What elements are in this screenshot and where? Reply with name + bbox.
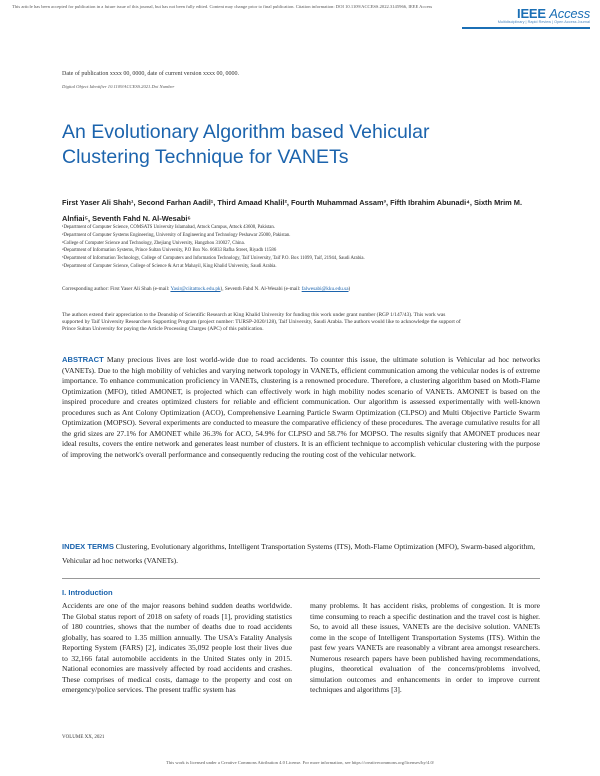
email-link-2[interactable]: falwesabi@kku.edu.sa — [301, 286, 349, 292]
affiliations — [62, 224, 542, 271]
abstract-heading: ABSTRACT — [62, 355, 104, 364]
affiliation-line: ⁴Department of Information Systems, Prince Sultan University, P.O Box No. 66833 Rafha Street, Riyadh 11586 — [62, 248, 277, 254]
section-heading: I. Introduction — [62, 588, 113, 597]
doi-line: Digital Object Identifier 10.1109/ACCESS.2021.Doi Number — [62, 84, 175, 89]
index-terms-heading: INDEX TERMS — [62, 542, 114, 551]
paper-title: An Evolutionary Algorithm based Vehicular Clustering Technique for VANETs — [62, 121, 430, 168]
logo-tagline: Multidisciplinary | Rapid Review | Open Access Journal — [497, 20, 590, 24]
journal-logo — [462, 6, 590, 24]
logo-brand: IEEE — [517, 6, 546, 21]
author-list: First Yaser Ali Shah¹, Second Farhan Aadil¹, Third Amaad Khalil², Fourth Muhammad Assam³, Fifth Ibrahim Abunadi⁴, Sixth Mrim M. Alnfiai⁵, Seventh Fahd N. Al-Wesabi⁶ — [62, 198, 523, 223]
index-terms-text: Clustering, Evolutionary algorithms, Intelligent Transportation Systems (ITS), Moth-Flame Optimization (MFO), Swarm-based algorithm, Vehicular ad hoc networks (VANETs). — [62, 542, 536, 565]
body-column-right: many problems. It has accident risks, problems of congestion. It is more time consuming to reach a specific destination and the travel cost is higher. So, to avoid all these issues, VANETs are the decisive solution. VANETs come in the scope of Intelligent Transportation Systems (ITS). Within the past few years VANETs are reasonably a vibrant area amongst researchers. Numerous research papers have been published having recommendations, plugins, theoretical evaluation of the concerns/problems involved, simulation outcomes and enhancements in order to improve current techniques and algorithms [3]. — [310, 601, 540, 694]
body-column-left: Accidents are one of the major reasons behind sudden deaths worldwide. The Global status report of 2018 on safety of roads [1], providing statistics of 180 countries, shows that the number of deaths due to road accidents globally, has soared to 1.35 million annually. The USA's Fatality Analysis Reporting System (FARS) [2], indicates 35,092 people lost their lives due to 32,166 fatal automobile accidents in the United States only in 2015. National economies are massively affected by road accidents and crashes. These comprises of medical costs, damage to the property and cost on emergency/police services. The present traffic system has — [62, 601, 292, 694]
affiliation-line: ³College of Computer Science and Technology, Zhejiang University, Hangzhou 310027, China. — [62, 240, 245, 246]
index-terms — [62, 540, 540, 567]
abstract — [62, 355, 540, 460]
abstract-text: Many precious lives are lost world-wide due to road accidents. To counter this issue, the ultimate solution is Vehicular ad hoc networks (VANETs). Due to the high mobility of vehicles and varying network topology in VANETs, efficient communication among the vehicular nodes is of extreme importance. To enhance communication proficiency in VANETs, clustering is a renowned procedure. Therefore, a clustering algorithm based on Moth-Flame Optimization (MFO), titled AMONET, is projected which can effectively work in high mobility nodes scenario of VANETs. AMONET is based on the inspired procedure and creates optimized clusters for reliable and efficient communication. Our algorithm is assessed experimentally with well-known procedures such as Ant Colony Optimization (ACO), Comprehensive Learning Particle Swarm Optimization (CLPSO) and Multi Objective Particle Swarm Optimization (MOPSO). Several experiments are conducted to measure the comparative efficiency of these procedures. The average cumulative results for all the grid sizes are 27.1% for AMONET while 36.3% for ACO, 54.9% for CLPSO and 58.7% for MOPSO. The results signify that AMONET produces near ideal results, covers the entire network and generates least number of clusters. It is an efficient technique to accomplish vehicular clustering with the purpose of improving the network's overall performance and consequently reducing the routing cost of the vehicular network. — [62, 355, 540, 459]
funding-acknowledgment: The authors extend their appreciation to the Deanship of Scientific Research at King Khalid University for funding this work under grant number (RGP 1/147/43). This work was supported by Taif University Researchers Supporting Program (project number: TURSP-2020/128), Taif University, Saudi Arabia. The authors would like to acknowledge the support of Prince Sultan University for paying the Article Processing Charges (APC) of this publication. — [62, 312, 461, 333]
corresponding-author: Corresponding author: First Yaser Ali Shah (e-mail: Yasir@ciitattock.edu.pk), Seventh Fahd N. Al-Wesabi (e-mail: falwesabi@kku.edu.sa) — [62, 286, 351, 292]
email-link-1[interactable]: Yasir@ciitattock.edu.pk — [170, 286, 221, 292]
affiliation-line: ¹Department of Computer Science, COMSATS University Islamabad, Attock Campus, Attock 43600, Pakistan. — [62, 225, 276, 230]
affiliation-line: ⁵Department of Information Technology, College of Computers and Information Technology, Taif University, Taif P.O. Box 11099, Taif, 21944, Saudi Arabia. — [62, 256, 365, 262]
affiliation-line: ⁶Department of Computer Science, College of Science & Art at Mahayil, King Khalid University, Saudi Arabia. — [62, 263, 277, 269]
logo-brand-italic: Access — [549, 6, 590, 21]
publication-dates: Date of publication xxxx 00, 0000, date of current version xxxx 00, 0000. — [62, 71, 239, 77]
license-notice: This work is licensed under a Creative Commons Attribution 4.0 License. For more information, see https://creativecommons.org/licenses/by/4.0/ — [165, 760, 435, 765]
acceptance-notice: This article has been accepted for publication in a future issue of this journal, but has not been fully edited. Content may change prior to final publication. Citation information: DOI 10.1109/ACCESS.2022.3145966, IEEE Access — [12, 4, 433, 9]
logo-divider — [462, 27, 590, 29]
affiliation-line: ²Department of Computer Systems Engineering, University of Engineering and Technology Peshawar 25000, Pakistan. — [62, 232, 291, 238]
section-divider — [62, 578, 540, 579]
volume-label: VOLUME XX, 2021 — [62, 735, 105, 740]
